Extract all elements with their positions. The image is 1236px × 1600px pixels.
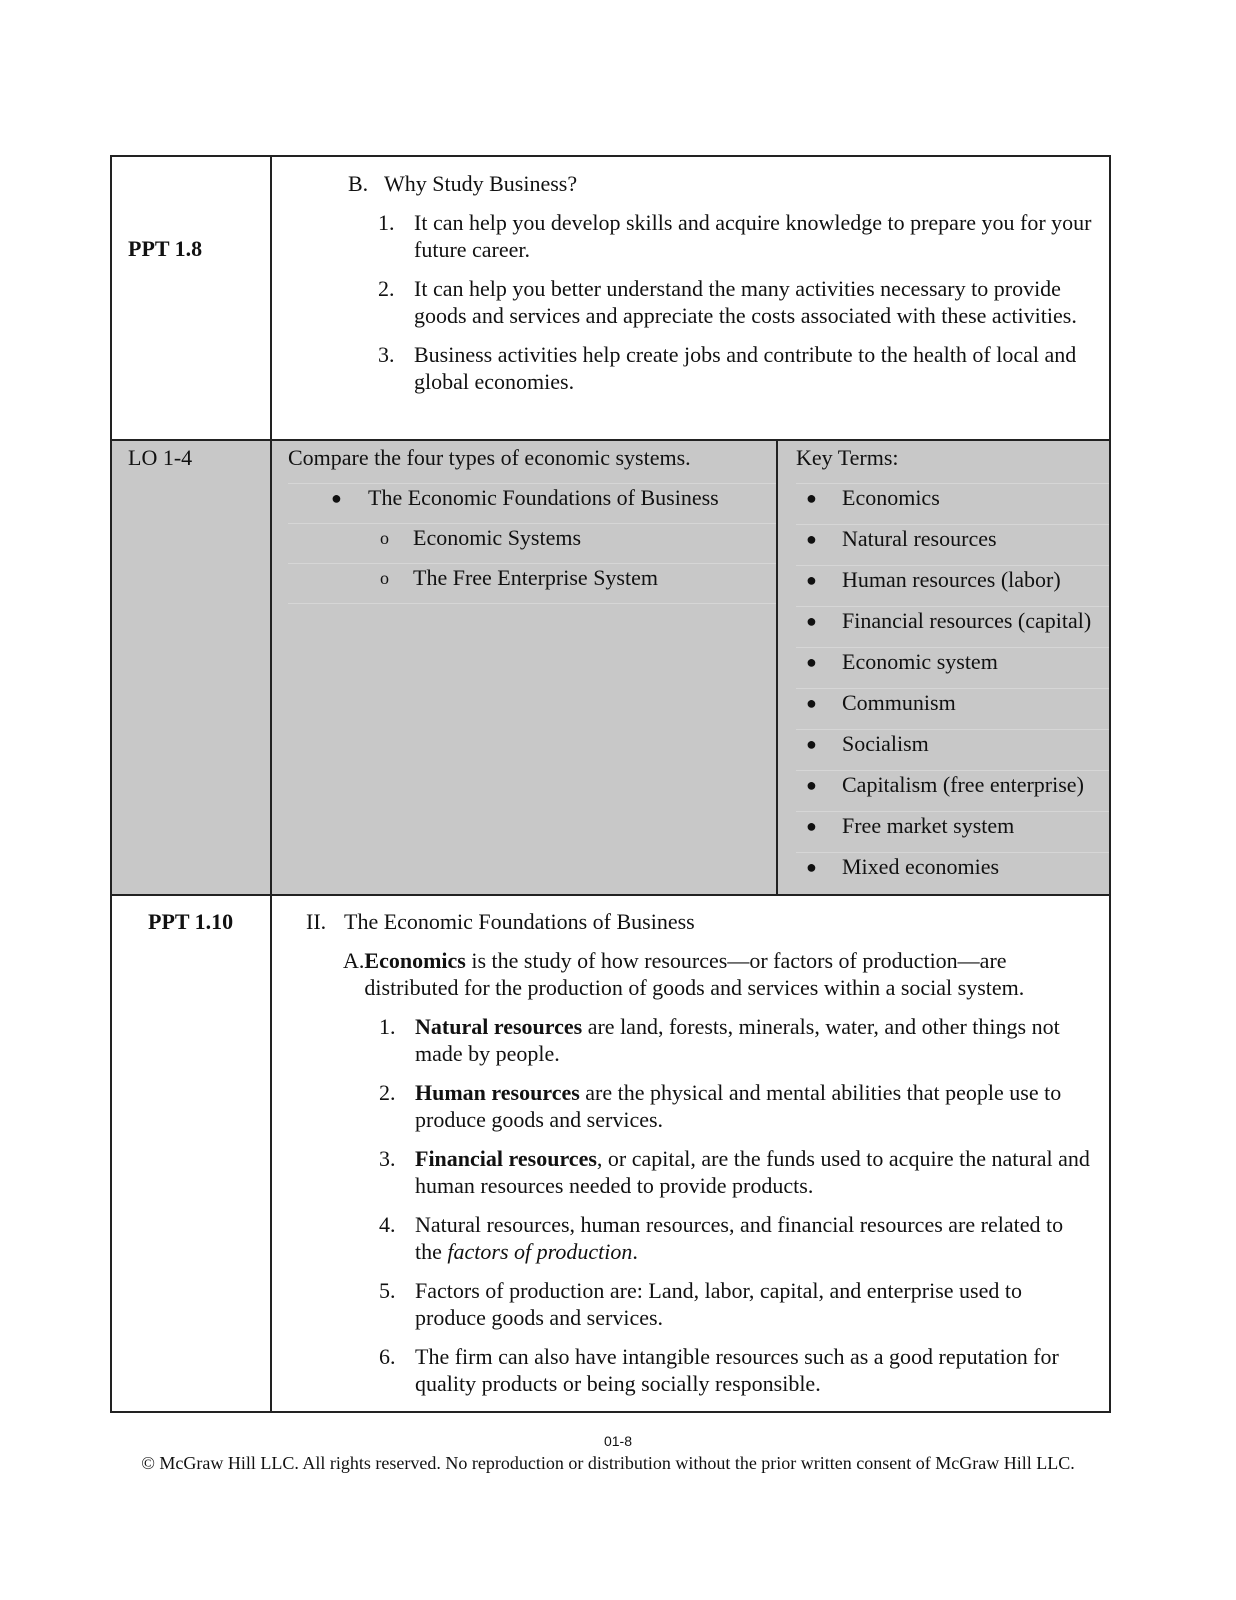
learning-objective: Compare the four types of economic systems.: [288, 444, 776, 484]
key-terms-heading: Key Terms:: [796, 444, 1109, 484]
lesson-table: [110, 155, 1111, 1413]
table-row: [111, 440, 1110, 895]
circle-bullet-icon: o: [380, 528, 389, 548]
key-term: ● Capitalism (free enterprise): [796, 771, 1109, 812]
bullet-icon: ●: [806, 857, 817, 877]
key-terms-column: [777, 441, 1109, 894]
table-row: [111, 895, 1110, 1412]
list-item: 1. It can help you develop skills and acquire knowledge to prepare you for your future career.: [378, 210, 1092, 262]
objective-column: [272, 441, 777, 894]
row-label-cell: [111, 440, 271, 895]
list-item: 1. Natural resources are land, forests, minerals, water, and other things not made by people.: [379, 1014, 1060, 1066]
row-label: PPT 1.10: [148, 909, 234, 934]
key-term: ● Socialism: [796, 730, 1109, 771]
list-item: 3. Financial resources, or capital, are the funds used to acquire the natural and human resources needed to provide products.: [379, 1146, 1090, 1198]
key-term: ● Financial resources (capital): [796, 607, 1109, 648]
subsection: A. Economics is the study of how resources—or factors of production—are distributed for the production of goods and services within a social system.: [343, 948, 1025, 1000]
row-label-cell: [111, 156, 271, 440]
list-item: 4. Natural resources, human resources, and financial resources are related to the factors of production.: [379, 1212, 1064, 1264]
section-heading: B. Why Study Business?: [348, 171, 578, 196]
copyright-notice: © McGraw Hill LLC. All rights reserved. No reproduction or distribution without the prior written consent of McGraw Hill LLC.: [141, 1453, 1075, 1473]
key-term: ● Economics: [796, 484, 1109, 525]
list-item: 2. It can help you better understand the many activities necessary to provide goods and services and appreciate the costs associated with these activities.: [378, 276, 1077, 328]
section-heading: II. The Economic Foundations of Business: [306, 909, 695, 934]
list-item: ● The Economic Foundations of Business: [288, 484, 776, 524]
circle-bullet-icon: o: [380, 568, 389, 588]
bullet-icon: ●: [806, 775, 817, 795]
bullet-icon: ●: [806, 529, 817, 549]
list-item: o The Free Enterprise System: [288, 564, 776, 604]
key-term: ● Free market system: [796, 812, 1109, 853]
table-row: [111, 156, 1110, 440]
key-term: ● Economic system: [796, 648, 1109, 689]
key-term: ● Human resources (labor): [796, 566, 1109, 607]
objective-table: [272, 441, 1109, 894]
row-label-cell: [111, 895, 271, 1412]
bullet-icon: ●: [806, 488, 817, 508]
bullet-icon: ●: [806, 652, 817, 672]
row-content-cell: [271, 440, 1110, 895]
page-number: 01-8: [603, 1433, 633, 1449]
bullet-icon: ●: [806, 816, 817, 836]
list-item: 2. Human resources are the physical and mental abilities that people use to produce goods and services.: [379, 1080, 1062, 1132]
bullet-icon: ●: [806, 611, 817, 631]
bullet-icon: ●: [806, 570, 817, 590]
key-term: ● Mixed economies: [796, 853, 1109, 894]
list-item: 3. Business activities help create jobs and contribute to the health of local and global economies.: [378, 342, 1077, 394]
list-item: o Economic Systems: [288, 524, 776, 564]
bullet-icon: ●: [331, 488, 342, 508]
bullet-icon: ●: [806, 734, 817, 754]
list-item: 5. Factors of production are: Land, labor, capital, and enterprise used to produce goods and services.: [379, 1278, 1022, 1330]
list-item: 6. The firm can also have intangible resources such as a good reputation for quality products or being socially responsible.: [379, 1344, 1059, 1396]
row-content-cell: [271, 895, 1110, 1412]
key-term: ● Communism: [796, 689, 1109, 730]
key-term: ● Natural resources: [796, 525, 1109, 566]
row-content-cell: [271, 156, 1110, 440]
row-label: LO 1-4: [128, 445, 193, 470]
row-label: PPT 1.8: [128, 236, 203, 261]
bullet-icon: ●: [806, 693, 817, 713]
